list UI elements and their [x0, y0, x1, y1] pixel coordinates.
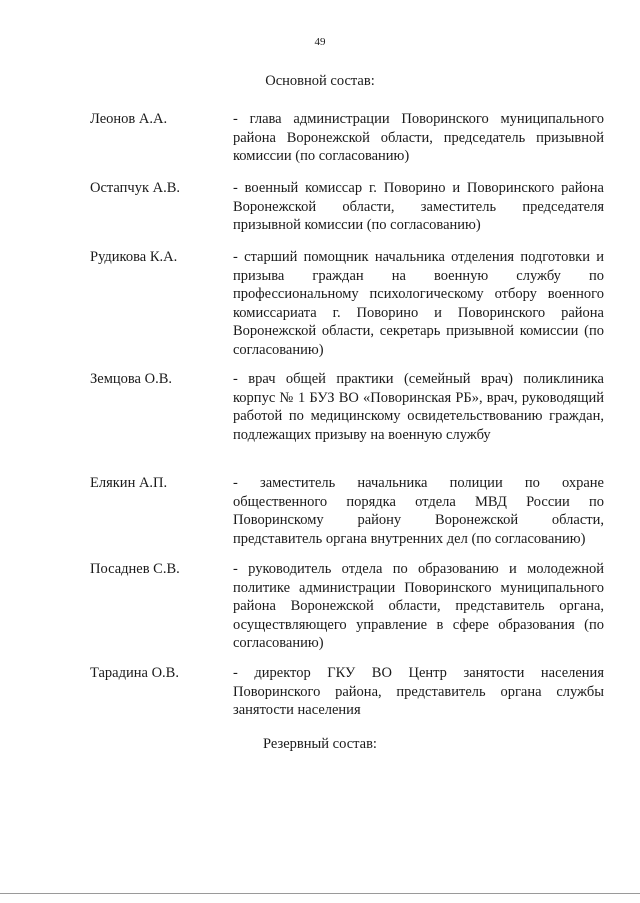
member-name: Остапчук А.В.	[90, 180, 181, 196]
member-role: - врач общей практики (семейный врач) поликлиника корпус № 1 БУЗ ВО «Поворинская РБ», врач, руководящий работой по медицинскому освидетельствованию граждан, подлежащих призыву на военную службу	[233, 371, 604, 443]
member-name: Земцова О.В.	[90, 371, 172, 387]
main-composition-heading: Основной состав:	[265, 73, 375, 89]
member-name: Рудикова К.А.	[90, 249, 178, 265]
member-role: - старший помощник начальника отделения подготовки и призыва граждан на военную службу по профессиональному психологическому отбору военного комиссариата г. Поворино и Поворинского района Воронежской области, секретарь призывной комиссии (по согласованию)	[233, 249, 604, 358]
page-number: 49	[314, 36, 326, 48]
member-name: Посаднев С.В.	[90, 561, 180, 577]
page-bottom-rule	[0, 893, 640, 894]
member-name: Елякин А.П.	[90, 475, 168, 491]
member-role: - руководитель отдела по образованию и молодежной политике администрации Поворинского муниципального района Воронежской области, представитель органа, осуществляющего управление в сфере образования (по согласованию)	[233, 561, 604, 651]
reserve-composition-heading: Резервный состав:	[263, 736, 377, 752]
member-name: Тарадина О.В.	[90, 665, 179, 681]
member-role: - глава администрации Поворинского муниципального района Воронежской области, председатель призывной комиссии (по согласованию)	[233, 111, 604, 164]
member-role: - заместитель начальника полиции по охране общественного порядка отдела МВД России по Поворинскому району Воронежской области, представитель органа внутренних дел (по согласованию)	[233, 475, 604, 547]
member-role: - военный комиссар г. Поворино и Поворинского района Воронежской области, заместитель председателя призывной комиссии (по согласованию)	[233, 180, 604, 233]
member-name: Леонов А.А.	[90, 111, 168, 127]
member-role: - директор ГКУ ВО Центр занятости населения Поворинского района, представитель органа службы занятости населения	[233, 665, 604, 718]
